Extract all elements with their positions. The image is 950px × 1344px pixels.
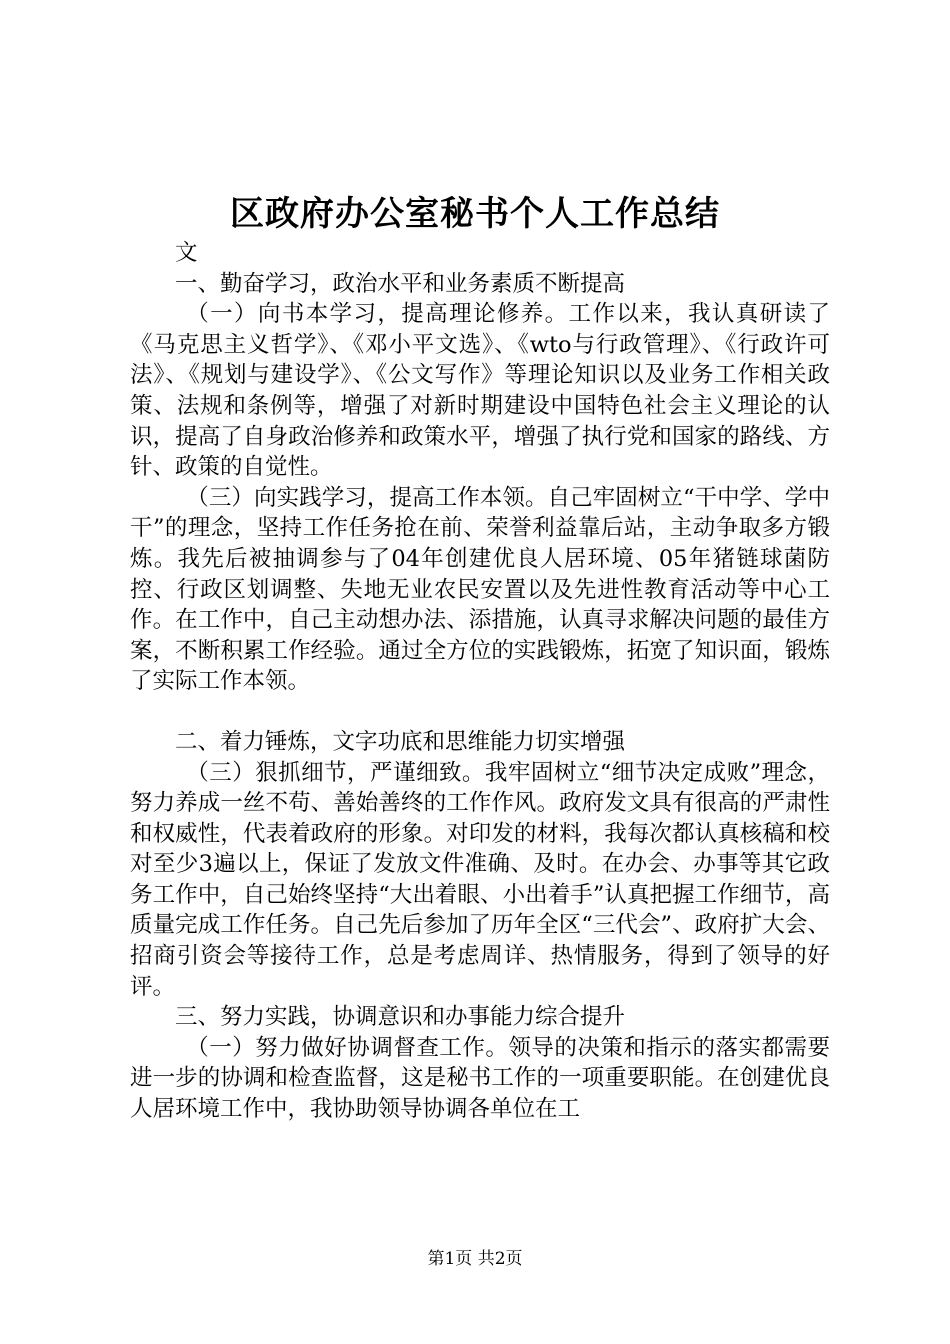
paragraph-coordination: （一）努力做好协调督查工作。领导的决策和指示的落实都需要进一步的协调和检查监督，这是秘书工作的一项重要职能。在创建优良人居环境工作中，我协助领导协调各单位在工 — [130, 1034, 830, 1123]
section-heading-3: 三、努力实践，协调意识和办事能力综合提升 — [175, 1004, 626, 1031]
section-heading-2: 二、着力锤炼，文字功底和思维能力切实增强 — [175, 728, 626, 755]
document-title: 区政府办公室秘书个人工作总结 — [230, 194, 720, 234]
paragraph-book-study: （一）向书本学习，提高理论修养。工作以来，我认真研读了《马克思主义哲学》、《邓小平文选》、《wto与行政管理》、《行政许可法》、《规划与建设学》、《公文写作》等理论知识以及业务工作相关政策、法规和条例等，增强了对新时期建设中国特色社会主义理论的认识，提高了自身政治修养和政策水平，增强了执行党和国家的路线、方针、政策的自觉性。 — [130, 301, 830, 481]
page-number-footer: 第1页 共2页 — [427, 1249, 523, 1269]
document-body — [130, 238, 830, 1125]
section-heading-1: 一、勤奋学习，政治水平和业务素质不断提高 — [175, 270, 626, 297]
author-line: 文 — [175, 240, 198, 266]
paragraph-practice-study: （三）向实践学习，提高工作本领。自己牢固树立“干中学、学中干”的理念，坚持工作任务抢在前、荣誉利益靠后站，主动争取多方锻炼。我先后被抽调参与了04年创建优良人居环境、05年猪链球菌防控、行政区划调整、失地无业农民安置以及先进性教育活动等中心工作。在工作中，自己主动想办法、添措施，认真寻求解决问题的最佳方案，不断积累工作经验。通过全方位的实践锻炼，拓宽了知识面，锻炼了实际工作本领。 — [130, 484, 830, 695]
paragraph-details: （三）狠抓细节，严谨细致。我牢固树立“细节决定成败”理念，努力养成一丝不苟、善始善终的工作作风。政府发文具有很高的严肃性和权威性，代表着政府的形象。对印发的材料，我每次都认真核稿和校对至少3遍以上，保证了发放文件准确、及时。在办会、办事等其它政务工作中，自己始终坚持“大出着眼、小出着手”认真把握工作细节，高质量完成工作任务。自己先后参加了历年全区“三代会”、政府扩大会、招商引资会等接待工作，总是考虑周详、热情服务，得到了领导的好评。 — [130, 759, 830, 1000]
